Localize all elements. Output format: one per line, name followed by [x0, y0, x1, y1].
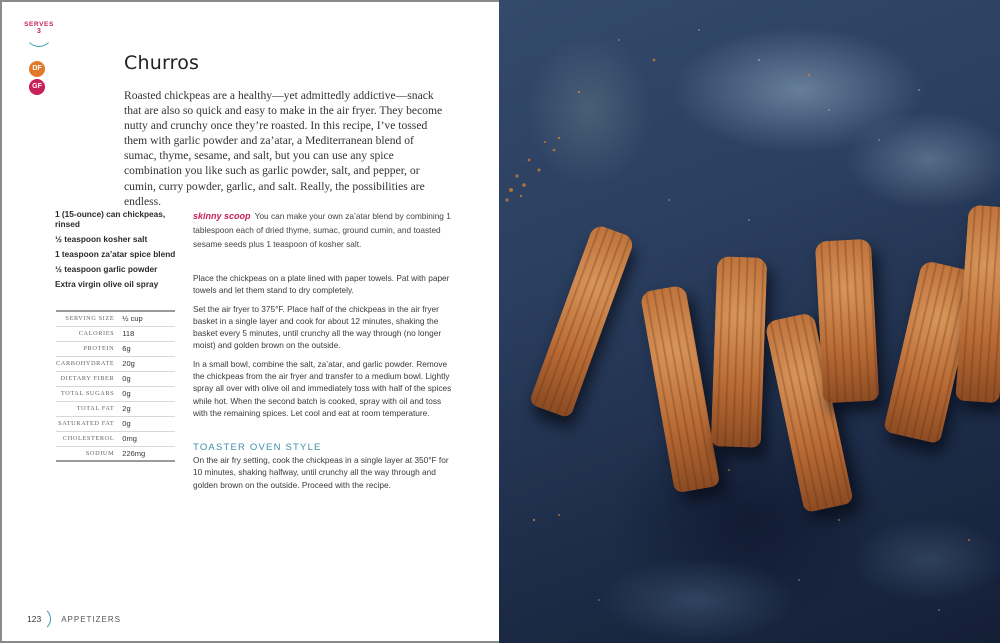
- page-number: [27, 614, 47, 624]
- serves-label: SERVES: [24, 21, 54, 28]
- recipe-steps: [193, 272, 455, 425]
- nutrition-row: [56, 416, 175, 431]
- nutrition-label: PROTEIN: [56, 341, 122, 356]
- gluten-free-badge: GF: [29, 79, 45, 95]
- churro-5: [815, 239, 879, 404]
- nutrition-row: [56, 431, 175, 446]
- nutrition-value: 118: [122, 326, 175, 341]
- nutrition-row: [56, 446, 175, 461]
- step-paragraph: Set the air fryer to 375°F. Place half of the chickpeas in the air fryer basket in a single layer and cook for about 12 minutes, shaking the basket every 5 minutes, until crunchy all the way through (no longer moist) and golden brown on the outside.: [193, 303, 442, 351]
- serves-indicator: [22, 21, 56, 47]
- nutrition-row: [56, 341, 175, 356]
- ingredient-list: [55, 209, 185, 294]
- nutrition-label: SATURATED FAT: [56, 416, 122, 431]
- nutrition-value: ½ cup: [122, 311, 175, 326]
- nutrition-label: SERVING SIZE: [56, 311, 122, 326]
- variant-title: TOASTER OVEN STYLE: [193, 442, 322, 453]
- step-paragraph: In a small bowl, combine the salt, za’atar, and garlic powder. Remove the chickpeas from the air fryer and transfer to a medium bowl. Lightly spray all over with olive oil and immediately toss with half of the spices while hot. When the second batch is cooked, spray with oil and toss with the remaining spices. Let cool and eat at room temperature.: [193, 358, 452, 418]
- page-number-text: 123: [27, 614, 42, 624]
- nutrition-value: 0mg: [122, 431, 175, 446]
- nutrition-label: SODIUM: [85, 449, 115, 457]
- nutrition-row: [56, 371, 175, 386]
- skinny-scoop-tip: [193, 209, 455, 252]
- nutrition-row: [56, 311, 175, 326]
- page-number-arc-icon: [37, 607, 51, 631]
- nutrition-row: [56, 386, 175, 401]
- ingredient-item: 1 (15-ounce) can chickpeas, rinsed: [55, 209, 166, 229]
- toaster-oven-variant: [193, 442, 455, 491]
- nutrition-label: CHOLESTEROL: [56, 431, 122, 446]
- churro-3: [711, 256, 768, 448]
- serves-arc-icon: [25, 27, 53, 47]
- churros-photo: [499, 0, 1000, 643]
- nutrition-row: [56, 326, 175, 341]
- step-paragraph: Place the chickpeas on a plate lined with paper towels. Pat with paper towels and let them stand to dry completely.: [193, 273, 450, 296]
- dairy-free-badge: DF: [29, 61, 45, 77]
- nutrition-label: TOTAL FAT: [56, 401, 122, 416]
- nutrition-label: CARBOHYDRATE: [56, 356, 122, 371]
- serves-count: 3: [37, 28, 41, 35]
- nutrition-value: 6g: [122, 341, 175, 356]
- ingredient-item: ½ teaspoon garlic powder: [55, 264, 158, 274]
- nutrition-label: CALORIES: [56, 326, 122, 341]
- tip-text: You can make your own za’atar blend by combining 1 tablespoon each of dried thyme, sumac, ground cumin, and toasted sesame seeds plus 1 teaspoon of kosher salt.: [193, 211, 451, 250]
- tip-label: skinny scoop: [193, 211, 251, 221]
- nutrition-label: DIETARY FIBER: [56, 371, 122, 386]
- variant-text: On the air fry setting, cook the chickpeas in a single layer at 350°F for 10 minutes, shaking halfway, until crunchy all the way through and golden brown on the outside. Proceed with the recipe.: [193, 455, 449, 490]
- nutrition-value: 0g: [122, 386, 175, 401]
- section-name: APPETIZERS: [61, 614, 121, 624]
- nutrition-value: 0g: [122, 416, 175, 431]
- nutrition-value: 0g: [122, 371, 175, 386]
- page-footer: [27, 608, 121, 630]
- ingredient-item: Extra virgin olive oil spray: [55, 279, 159, 289]
- nutrition-row: [56, 401, 175, 416]
- recipe-page: [0, 0, 499, 643]
- nutrition-value: 20g: [122, 356, 175, 371]
- ingredient-item: ½ teaspoon kosher salt: [55, 234, 148, 244]
- nutrition-row: [56, 356, 175, 371]
- recipe-title: Churros: [124, 52, 200, 74]
- nutrition-value: 2g: [122, 401, 175, 416]
- nutrition-label: TOTAL SUGARS: [56, 386, 122, 401]
- ingredient-item: 1 teaspoon za’atar spice blend: [55, 249, 176, 259]
- recipe-intro: Roasted chickpeas are a healthy—yet admittedly addictive—snack that are also so quick and easy to make in the air fryer. They become nutty and crunchy once they’re roasted. In this recipe, I’ve tossed them with garlic powder and za’atar, a Mediterranean blend of sumac, thyme, sesame, and salt, but you can use any spice combination you like such as garlic powder, salt, and pepper, or cumin, curry powder, garlic, and salt. Really, the possibilities are endless.: [124, 89, 443, 208]
- nutrition-value: 226mg: [122, 448, 146, 458]
- nutrition-table: [56, 310, 175, 462]
